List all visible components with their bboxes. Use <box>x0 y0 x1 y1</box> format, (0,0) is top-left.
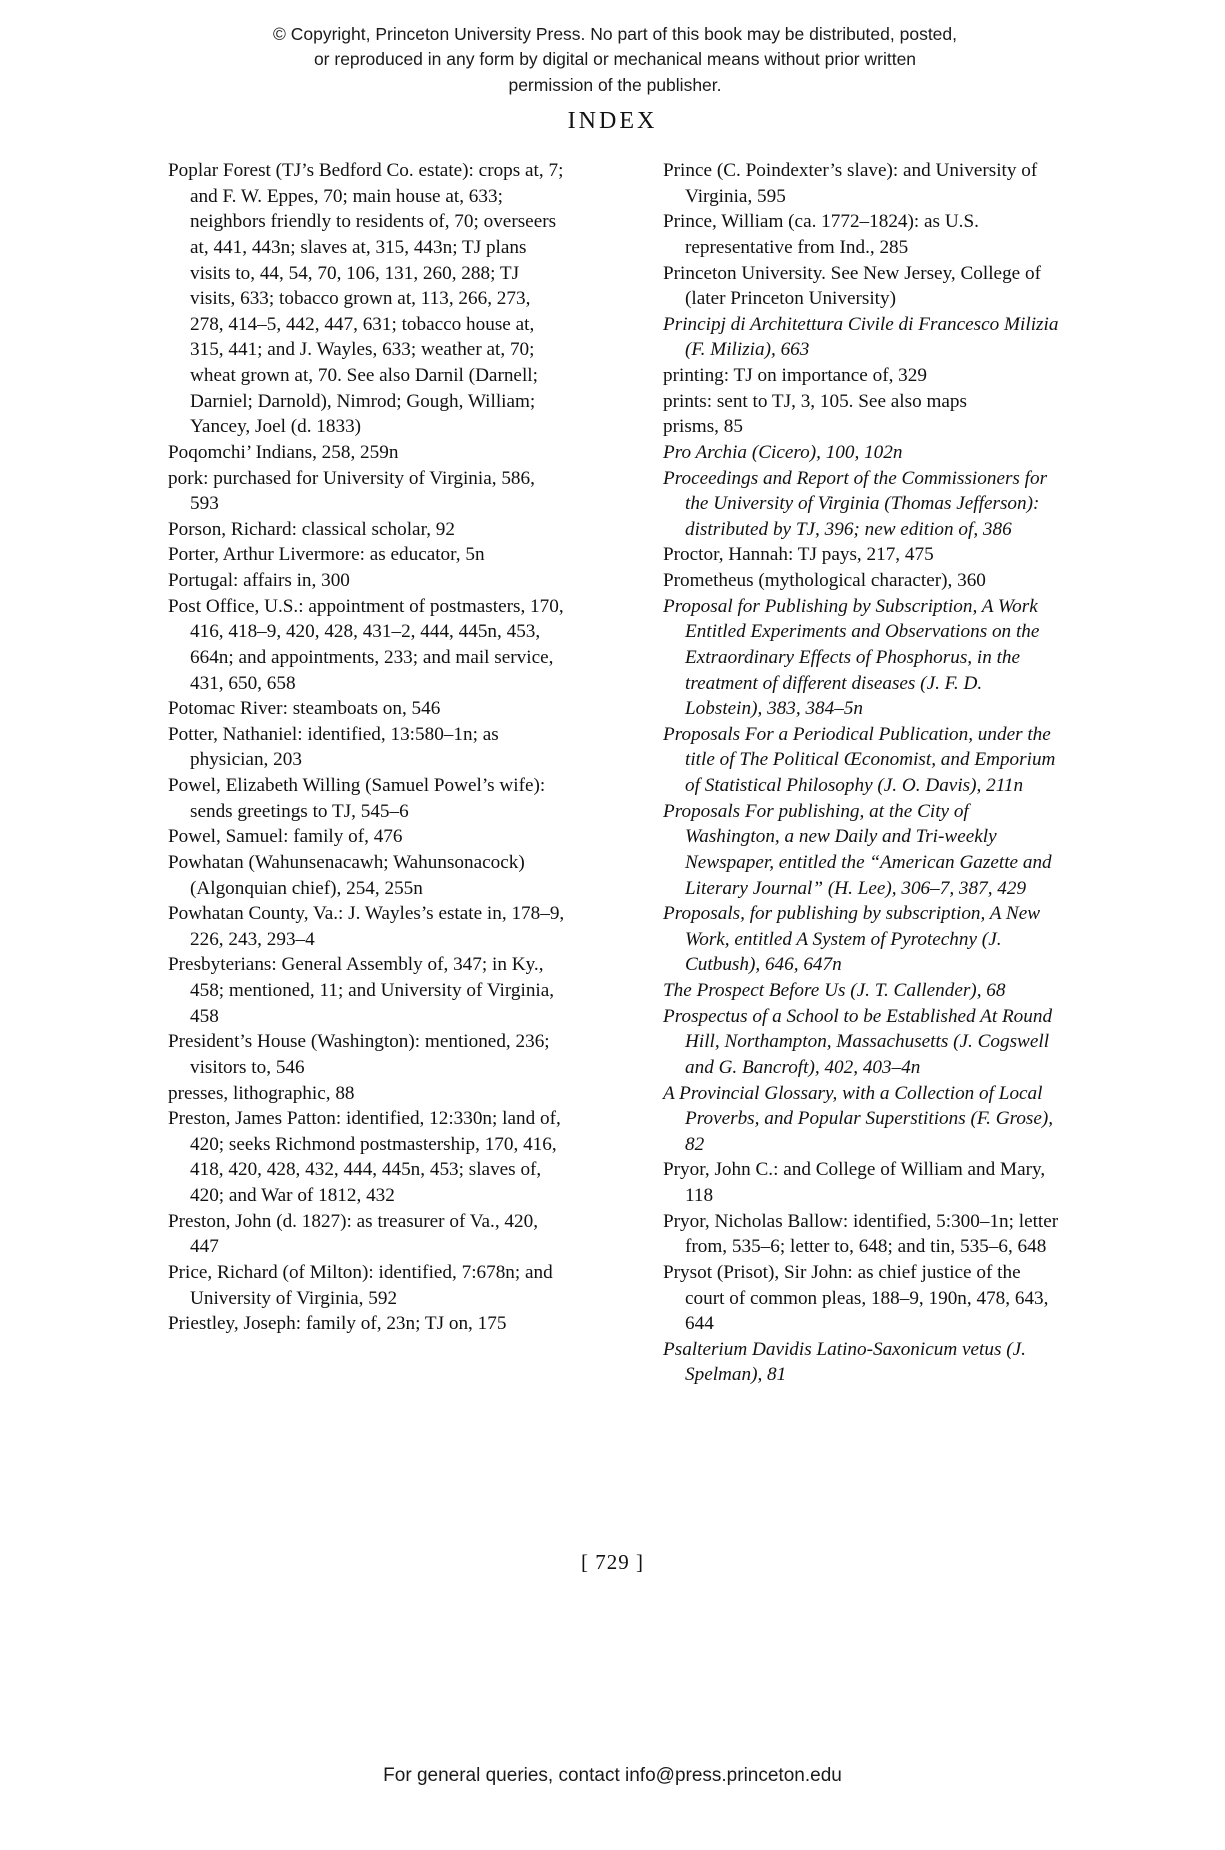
index-entry: Prospectus of a School to be Established At Round Hill, Northampton, Massachusetts (J. Cogswell and G. Bancroft), 402, 403–4n <box>663 1005 1053 1078</box>
index-entry: Psalterium Davidis Latino-Saxonicum vetus (J. Spelman), 81 <box>663 1338 1026 1386</box>
index-column-right <box>663 158 1063 1388</box>
index-entry: Post Office, U.S.: appointment of postmasters, 170, 416, 418–9, 420, 428, 431–2, 444, 445n, 453, 664n; and appointments, 233; and mail service, 431, 650, 658 <box>168 595 564 694</box>
page-folio: [ 729 ] <box>581 1550 644 1574</box>
index-entry: Prince (C. Poindexter’s slave): and University of Virginia, 595 <box>663 160 1038 207</box>
index-entry: Proposals For a Periodical Publication, under the title of The Political Œconomist, and Emporium of Statistical Philosophy (J. O. Davis), 211n <box>663 723 1056 796</box>
index-columns <box>168 158 1063 1388</box>
index-entry: printing: TJ on importance of, 329 <box>663 365 927 386</box>
index-entry: Preston, James Patton: identified, 12:330n; land of, 420; seeks Richmond postmastership, 170, 416, 418, 420, 428, 432, 444, 445n, 453; slaves of, 420; and War of 1812, 432 <box>168 1108 561 1206</box>
index-entry: Preston, John (d. 1827): as treasurer of Va., 420, 447 <box>168 1210 539 1258</box>
index-entry: Powhatan (Wahunsenacawh; Wahunsonacock) (Algonquian chief), 254, 255n <box>168 851 525 899</box>
index-entry: Priestley, Joseph: family of, 23n; TJ on, 175 <box>168 1313 507 1335</box>
index-entry: The Prospect Before Us (J. T. Callender), 68 <box>663 980 1006 1001</box>
index-entry: Proctor, Hannah: TJ pays, 217, 475 <box>663 544 934 566</box>
copyright-notice: © Copyright, Princeton University Press. No part of this book may be distributed, posted, or reproduced in any form by digital or mechanical means without prior written permission of the publisher. <box>272 24 958 95</box>
index-entry: Prometheus (mythological character), 360 <box>663 570 986 591</box>
index-entry: prints: sent to TJ, 3, 105. See also maps <box>663 390 967 412</box>
index-entry: Princeton University. See New Jersey, College of (later Princeton University) <box>663 262 1041 310</box>
index-entry: Pryor, Nicholas Ballow: identified, 5:300–1n; letter from, 535–6; letter to, 648; and tin, 535–6, 648 <box>663 1210 1059 1258</box>
index-column-left <box>168 158 568 1388</box>
index-entry: A Provincial Glossary, with a Collection of Local Proverbs, and Popular Superstitions (F. Grose), 82 <box>663 1082 1054 1155</box>
index-entry: Prysot (Prisot), Sir John: as chief justice of the court of common pleas, 188–9, 190n, 478, 643, 644 <box>663 1261 1049 1335</box>
index-entry: Poplar Forest (TJ’s Bedford Co. estate): crops at, 7; and F. W. Eppes, 70; main house at, 633; neighbors friendly to residents of, 70; overseers at, 441, 443n; slaves at, 315, 443n; TJ plans visits to, 44, 54, 70, 106, 131, 260, 288; TJ visits, 633; tobacco grown at, 113, 266, 273, 278, 414–5, 442, 447, 631; tobacco house at, 315, 441; and J. Wayles, 633; weather at, 70; wheat grown at, 70. See also Darnil (Darnell; Darniel; Darnold), Nimrod; Gough, William; Yancey, Joel (d. 1833) <box>168 160 564 438</box>
index-entry: President’s House (Washington): mentioned, 236; visitors to, 546 <box>168 1031 550 1078</box>
index-entry: Powel, Elizabeth Willing (Samuel Powel’s wife): sends greetings to TJ, 545–6 <box>168 775 546 822</box>
index-entry: Powhatan County, Va.: J. Wayles’s estate in, 178–9, 226, 243, 293–4 <box>168 903 565 950</box>
index-entry: Powel, Samuel: family of, 476 <box>168 826 403 848</box>
index-entry: Potter, Nathaniel: identified, 13:580–1n; as physician, 203 <box>168 723 499 771</box>
index-entry: Proposals, for publishing by subscription, A New Work, entitled A System of Pyrotechny (J. Cutbush), 646, 647n <box>663 903 1041 976</box>
index-entry: Pro Archia (Cicero), 100, 102n <box>663 441 903 463</box>
index-entry: Prince, William (ca. 1772–1824): as U.S. representative from Ind., 285 <box>663 211 979 258</box>
index-entry: Price, Richard (of Milton): identified, 7:678n; and University of Virginia, 592 <box>168 1261 553 1309</box>
index-entry: Potomac River: steamboats on, 546 <box>168 698 441 720</box>
index-entry: Pryor, John C.: and College of William and Mary, 118 <box>663 1159 1046 1206</box>
index-entry: Portugal: affairs in, 300 <box>168 570 350 591</box>
index-entry: Proposals For publishing, at the City of Washington, a new Daily and Tri-weekly Newspaper, entitled the “American Gazette and Literary Journal” (H. Lee), 306–7, 387, 429 <box>663 800 1052 899</box>
index-entry: prisms, 85 <box>663 416 743 438</box>
index-entry: Porter, Arthur Livermore: as educator, 5n <box>168 544 485 566</box>
index-entry: Presbyterians: General Assembly of, 347; in Ky., 458; mentioned, 11; and University of Virginia, 458 <box>168 954 555 1027</box>
index-entry: pork: purchased for University of Virginia, 586, 593 <box>168 467 535 515</box>
index-entry: Porson, Richard: classical scholar, 92 <box>168 518 455 540</box>
index-entry: Proposal for Publishing by Subscription, A Work Entitled Experiments and Observations on the Extraordinary Effects of Phosphorus, in the treatment of different diseases (J. F. D. Lobstein), 383, 384–5n <box>663 595 1040 720</box>
index-entry: Principj di Architettura Civile di Francesco Milizia (F. Milizia), 663 <box>663 313 1059 361</box>
index-entry: Proceedings and Report of the Commissioners for the University of Virginia (Thomas Jefferson): distributed by TJ, 396; new edition of, 386 <box>663 467 1048 540</box>
index-entry: Poqomchi’ Indians, 258, 259n <box>168 441 399 463</box>
index-entry: presses, lithographic, 88 <box>168 1082 355 1104</box>
footer-queries: For general queries, contact info@press.princeton.edu <box>383 1765 842 1786</box>
page-title: INDEX <box>567 108 658 134</box>
